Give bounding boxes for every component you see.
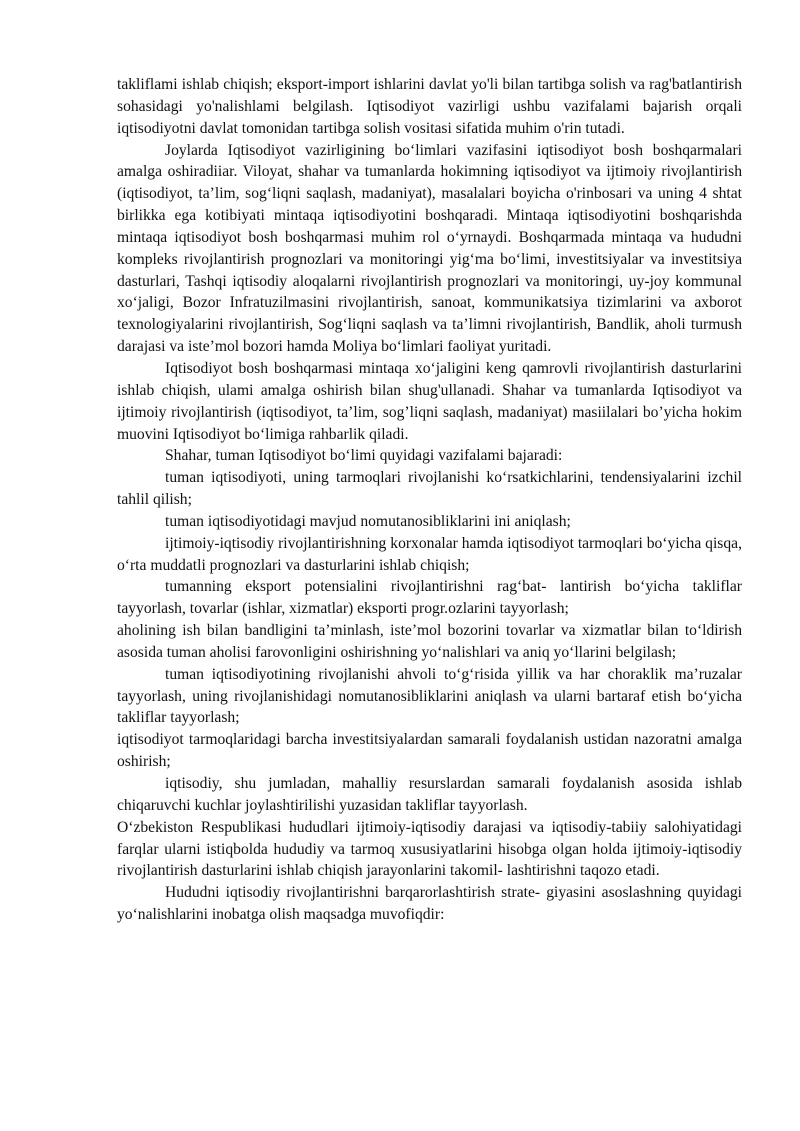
list-item: iqtisodiy, shu jumladan, mahalliy resurslardan samarali foydalanish asosida ishlab chiqaruvchi kuchlar joylashtirilishi yuzasidan takliflar tayyorlash. [117, 775, 742, 814]
list-item: ijtimoiy-iqtisodiy rivojlantirishning korxonalar hamda iqtisodiyot tarmoqlari bo‘yicha qisqa, o‘rta muddatli prognozlari va dasturlarini ishlab chiqish; [117, 534, 742, 574]
paragraph: O‘zbekiston Respublikasi hududlari ijtimoiy-iqtisodiy darajasi va iqtisodiy-tabiiy salohiyatidagi farqlar ularni istiqbolda hududiy va tarmoq xususiyatlarini hisobga olgan holda ijtimoiy-iqtisodiy rivojlantirish dasturlarini ishlab chiqish jarayonlarini takomil- lashtirishni taqozo etadi. [117, 818, 742, 880]
paragraph: Hududni iqtisodiy rivojlantirishni barqarorlashtirish strate- giyasini asoslashning quyidagi yo‘nalishlarini inobatga olish maqsadga muvofiqdir: [117, 884, 742, 924]
list-item: tuman iqtisodiyoti, uning tarmoqlari rivojlanishi ko‘rsatkichlarini, tendensiyalarini izchil tahlil qilish; [117, 469, 742, 509]
document-page [117, 74, 742, 926]
paragraph: Shahar, tuman Iqtisodiyot bo‘limi quyidagi vazifalami bajaradi: [165, 447, 563, 465]
list-item: iqtisodiyot tarmoqlaridagi barcha investitsiyalardan samarali foydalanish ustidan nazoratni amalga oshirish; [117, 731, 742, 771]
list-item: aholining ish bilan bandligini ta’minlash, iste’mol bozorini tovarlar va xizmatlar bilan to‘ldirish asosida tuman aholisi farovonligini oshirishning yo‘nalishlari va aniq yo‘llarini belgilash; [117, 622, 742, 661]
list-item: tuman iqtisodiyotining rivojlanishi ahvoli to‘g‘risida yillik va har choraklik ma’ruzalar tayyorlash, uning rivojlanishidagi nomutanosibliklarini aniqlash va ularni bartaraf etish bo‘yicha takliflar tayyorlash; [117, 665, 742, 727]
list-item: tumanning eksport potensialini rivojlantirishni rag‘bat- lantirish bo‘yicha takliflar tayyorlash, tovarlar (ishlar, xizmatlar) eksporti progr.ozlarini tayyorlash; [117, 578, 742, 618]
paragraph: Iqtisodiyot bosh boshqarmasi mintaqa xo‘jaligini keng qamrovli rivojlantirish dasturlarini ishlab chiqish, ulami amalga oshirish bilan shug'ullanadi. Shahar va tumanlarda Iqtisodiyot va ijtimoiy rivojlantirish (iqtisodiyot, ta’lim, sog’liqni saqlash, madaniyat) masiilalari bo’yicha hokim muovini Iqtisodiyot bo‘limiga rahbarlik qiladi. [117, 359, 742, 443]
paragraph: Joylarda Iqtisodiyot vazirligining bo‘limlari vazifasini iqtisodiyot bosh boshqarmalari amalga oshiradiiar. Viloyat, shahar va tumanlarda hokimning iqtisodiyot va ijtimoiy rivojlantirish (iqtisodiyot, ta’lim, sog‘liqni saqlash, madaniyat), masalalari boyicha o'rinbosari va uning 4 shtat birlikka ega kotibiyati mintaqa iqtisodiyotini boshqaradi. Mintaqa iqtisodiyotini boshqarishda mintaqa iqtisodiyot bosh boshqarmasi muhim rol o‘yrnaydi. Boshqarmada mintaqa va hududni kompleks rivojlantirish prognozlari va monitoringi yig‘ma bo‘limi, investitsiyalar va investitsiya dasturlari, Tashqi iqtisodiy aloqalarni rivojlantirish prognozlari va monitoringi, uy-joy kommunal xo‘jaligi, Bozor Infratuzilmasini rivojlantirish, sanoat, kommunikatsiya tizimlarini va axborot texnologiyalarini rivojlantirish, Sog‘liqni saqlash va ta’limni rivojlantirish, Bandlik, aholi turmush darajasi va iste’mol bozori hamda Moliya bo‘limlari faoliyat yuritadi. [117, 141, 742, 356]
paragraph: takliflami ishlab chiqish; eksport-import ishlarini davlat yo'li bilan tartibga solish va rag'batlantirish sohasidagi yo'nalishlami belgilash. Iqtisodiyot vazirligi ushbu vazifalami bajarish orqali iqtisodiyotni davlat tomonidan tartibga solish vositasi sifatida muhim o'rin tutadi. [117, 76, 742, 137]
list-item: tuman iqtisodiyotidagi mavjud nomutanosibliklarini ini aniqlash; [165, 512, 571, 530]
